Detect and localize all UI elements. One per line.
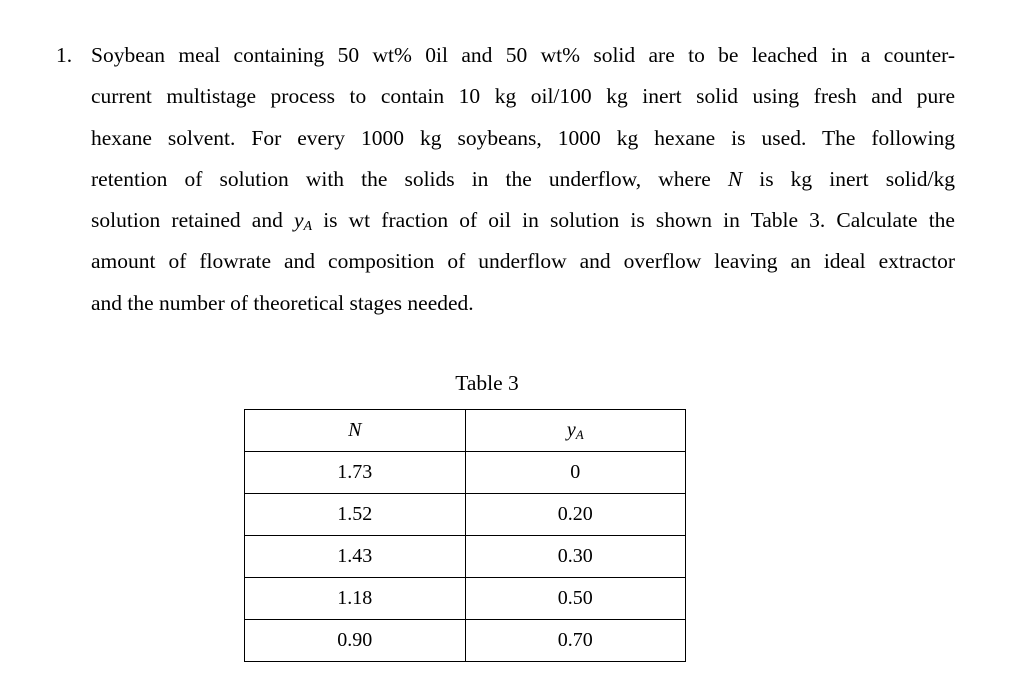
line-4-text-a: retention of solution with the solids in the underflow, where xyxy=(91,166,728,191)
cell-n: 1.73 xyxy=(245,452,466,494)
cell-ya: 0.70 xyxy=(465,620,686,662)
cell-n: 1.18 xyxy=(245,578,466,620)
problem-line-7: and the number of theoretical stages needed. xyxy=(91,290,474,315)
cell-n: 1.52 xyxy=(245,494,466,536)
cell-ya: 0 xyxy=(465,452,686,494)
table-row xyxy=(245,620,686,662)
problem-number: 1. xyxy=(56,43,73,67)
problem-line-4 xyxy=(91,159,955,200)
problem-line-2: current multistage process to contain 10 kg oil/100 kg inert solid using fresh and pure xyxy=(91,84,955,109)
problem-line-6: amount of flowrate and composition of underflow and overflow leaving an ideal extractor xyxy=(91,249,955,274)
problem-line-3: hexane solvent. For every 1000 kg soybeans, 1000 kg hexane is used. The following xyxy=(91,125,955,150)
variable-y: y xyxy=(293,208,304,233)
table-row xyxy=(245,536,686,578)
table-row xyxy=(245,578,686,620)
problem-line-5 xyxy=(91,200,955,241)
header-n: N xyxy=(245,410,466,452)
variable-y-subscript: A xyxy=(303,219,313,235)
problem-paragraph xyxy=(91,35,955,324)
problem-line-1: Soybean meal containing 50 wt% 0il and 50 wt% solid are to be leached in a counter- xyxy=(91,43,955,67)
data-table xyxy=(244,409,686,662)
table-row xyxy=(245,452,686,494)
header-y: y xyxy=(566,418,576,441)
header-y-subscript: A xyxy=(575,426,584,442)
variable-n: N xyxy=(727,166,743,191)
table-header-row xyxy=(245,410,686,452)
cell-n: 0.90 xyxy=(245,620,466,662)
header-ya xyxy=(465,410,686,452)
cell-ya: 0.30 xyxy=(465,536,686,578)
table-row xyxy=(245,494,686,536)
line-5-text-a: solution retained and xyxy=(91,208,294,233)
cell-n: 1.43 xyxy=(245,536,466,578)
line-5-text-b: is wt fraction of oil in solution is shown in Table 3. Calculate the xyxy=(312,208,955,233)
table-caption: Table 3 xyxy=(455,371,519,395)
cell-ya: 0.20 xyxy=(465,494,686,536)
line-4-text-b: is kg inert solid/kg xyxy=(742,166,955,191)
cell-ya: 0.50 xyxy=(465,578,686,620)
